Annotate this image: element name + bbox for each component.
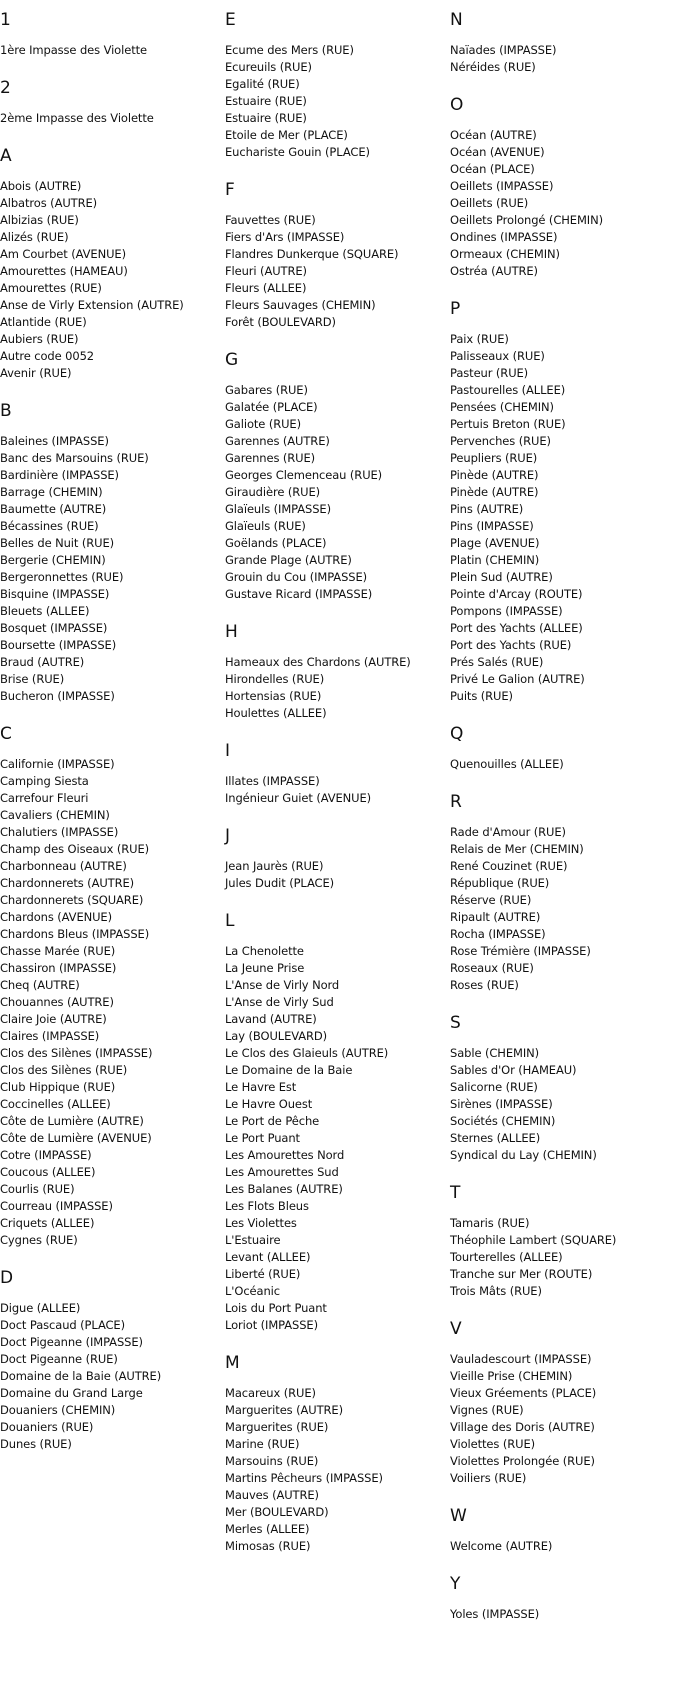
street-link[interactable]: Salicorne (RUE) [450,1080,538,1094]
street-link[interactable]: Claires (IMPASSE) [0,1029,100,1043]
street-link[interactable]: Hirondelles (RUE) [225,672,325,686]
street-link[interactable]: Le Havre Ouest [225,1097,313,1111]
street-link[interactable]: Coucous (ALLEE) [0,1165,96,1179]
street-link[interactable]: Théophile Lambert (SQUARE) [450,1233,617,1247]
street-link[interactable]: Fleurs Sauvages (CHEMIN) [225,298,376,312]
letter-section [225,826,440,892]
street-link[interactable]: République (RUE) [450,876,550,890]
street-link[interactable]: Pinède (AUTRE) [450,485,539,499]
street-link[interactable]: Lay (BOULEVARD) [225,1029,328,1043]
letter-heading: 2 [0,78,11,98]
letter-section [450,10,665,76]
street-index-column-1 [0,10,215,1453]
street-link[interactable]: Sable (CHEMIN) [450,1046,540,1060]
letter-section [450,1183,665,1300]
street-link[interactable]: Flandres Dunkerque (SQUARE) [225,247,399,261]
street-link[interactable]: Courreau (IMPASSE) [0,1199,113,1213]
street-link[interactable]: Pointe d'Arcay (ROUTE) [450,587,583,601]
letter-heading: L [225,911,235,931]
street-link[interactable]: Braud (AUTRE) [0,655,85,669]
street-link[interactable]: Ecume des Mers (RUE) [225,43,354,57]
street-link[interactable]: Douaniers (CHEMIN) [0,1403,116,1417]
street-link[interactable]: Les Balanes (AUTRE) [225,1182,343,1196]
letter-section [450,1506,665,1555]
street-link[interactable]: Bisquine (IMPASSE) [0,587,110,601]
street-link[interactable]: Océan (AVENUE) [450,145,545,159]
street-link[interactable]: 1ère Impasse des Violette [0,43,147,57]
street-link[interactable]: Chardons Bleus (IMPASSE) [0,927,150,941]
street-link[interactable]: Naïades (IMPASSE) [450,43,557,57]
street-link[interactable]: Côte de Lumière (AVENUE) [0,1131,152,1145]
street-link[interactable]: Glaïeuls (IMPASSE) [225,502,331,516]
street-link[interactable]: Giraudière (RUE) [225,485,320,499]
street-link[interactable]: Palisseaux (RUE) [450,349,545,363]
street-link[interactable]: Plein Sud (AUTRE) [450,570,553,584]
street-link[interactable]: Pins (AUTRE) [450,502,524,516]
street-link[interactable]: Brise (RUE) [0,672,65,686]
street-link[interactable]: Paix (RUE) [450,332,509,346]
letter-section [450,792,665,994]
street-link[interactable]: Cygnes (RUE) [0,1233,78,1247]
street-link[interactable]: Cheq (AUTRE) [0,978,80,992]
letter-heading: M [225,1353,240,1373]
street-link[interactable]: Belles de Nuit (RUE) [0,536,115,550]
street-link[interactable]: Marine (RUE) [225,1437,300,1451]
street-link[interactable]: Goëlands (PLACE) [225,536,327,550]
letter-heading: N [450,10,463,30]
street-link[interactable]: Am Courbet (AVENUE) [0,247,126,261]
street-link[interactable]: Les Violettes [225,1216,297,1230]
street-link[interactable]: Le Havre Est [225,1080,297,1094]
street-link[interactable]: Rose Trémière (IMPASSE) [450,944,591,958]
street-link[interactable]: Egalité (RUE) [225,77,300,91]
street-link[interactable]: Marguerites (AUTRE) [225,1403,343,1417]
street-link[interactable]: Côte de Lumière (AUTRE) [0,1114,144,1128]
street-link[interactable]: Autre code 0052 [0,349,95,363]
street-link[interactable]: Prés Salés (RUE) [450,655,544,669]
street-link[interactable]: Mimosas (RUE) [225,1539,311,1553]
street-link[interactable]: Marguerites (RUE) [225,1420,329,1434]
letter-section [225,10,440,161]
street-link[interactable]: Tamaris (RUE) [450,1216,530,1230]
street-link[interactable]: Doct Pigeanne (IMPASSE) [0,1335,143,1349]
street-link[interactable]: Baumette (AUTRE) [0,502,107,516]
street-link[interactable]: Fiers d'Ars (IMPASSE) [225,230,345,244]
street-link[interactable]: Sirènes (IMPASSE) [450,1097,553,1111]
street-link[interactable]: L'Anse de Virly Sud [225,995,334,1009]
letter-section [0,1268,215,1453]
street-link[interactable]: Chardons (AVENUE) [0,910,112,924]
street-link[interactable]: Illates (IMPASSE) [225,774,320,788]
street-link[interactable]: Lois du Port Puant [225,1301,327,1315]
letter-section [0,146,215,382]
street-link[interactable]: L'Anse de Virly Nord [225,978,340,992]
street-link[interactable]: Rade d'Amour (RUE) [450,825,566,839]
street-link[interactable]: 2ème Impasse des Violette [0,111,154,125]
street-link[interactable]: Puits (RUE) [450,689,513,703]
letter-section [0,10,215,59]
street-link[interactable]: L'Océanic [225,1284,280,1298]
street-link[interactable]: Clos des Silènes (RUE) [0,1063,128,1077]
letter-heading: T [450,1183,461,1203]
street-link[interactable]: Pertuis Breton (RUE) [450,417,566,431]
street-link[interactable]: Estuaire (RUE) [225,111,307,125]
street-link[interactable]: Oeillets Prolongé (CHEMIN) [450,213,603,227]
street-link[interactable]: Claire Joie (AUTRE) [0,1012,107,1026]
street-link[interactable]: Californie (IMPASSE) [0,757,115,771]
street-link[interactable]: Pasteur (RUE) [450,366,529,380]
letter-section [450,1013,665,1164]
street-link[interactable]: Champ des Oiseaux (RUE) [0,842,150,856]
street-link[interactable]: Ripault (AUTRE) [450,910,541,924]
street-link[interactable]: Houlettes (ALLEE) [225,706,327,720]
street-link[interactable]: Cotre (IMPASSE) [0,1148,92,1162]
street-link[interactable]: Galiote (RUE) [225,417,301,431]
street-link[interactable]: Village des Doris (AUTRE) [450,1420,595,1434]
street-link[interactable]: Bergerie (CHEMIN) [0,553,106,567]
street-link[interactable]: Lavand (AUTRE) [225,1012,317,1026]
street-link[interactable]: Ecureuils (RUE) [225,60,312,74]
street-link[interactable]: Domaine du Grand Large [0,1386,143,1400]
street-link[interactable]: Garennes (RUE) [225,451,316,465]
letter-heading: F [225,180,235,200]
street-link[interactable]: Carrefour Fleuri [0,791,89,805]
street-link[interactable]: Cavaliers (CHEMIN) [0,808,110,822]
street-link[interactable]: Estuaire (RUE) [225,94,307,108]
street-link[interactable]: Marsouins (RUE) [225,1454,319,1468]
street-link[interactable]: Gabares (RUE) [225,383,308,397]
street-link[interactable]: Criquets (ALLEE) [0,1216,95,1230]
letter-section [225,911,440,1334]
street-link[interactable]: Albizias (RUE) [0,213,79,227]
street-link[interactable]: Violettes Prolongée (RUE) [450,1454,595,1468]
letter-section [225,180,440,331]
street-link[interactable]: Pinède (AUTRE) [450,468,539,482]
street-link[interactable]: Pins (IMPASSE) [450,519,534,533]
letter-heading: O [450,95,464,115]
street-link[interactable]: Abois (AUTRE) [0,179,82,193]
street-link[interactable]: Albatros (AUTRE) [0,196,98,210]
letter-heading: 1 [0,10,11,30]
street-link[interactable]: Levant (ALLEE) [225,1250,311,1264]
street-link[interactable]: Fleurs (ALLEE) [225,281,307,295]
letter-heading: J [225,826,231,846]
street-link[interactable]: Chardonnerets (AUTRE) [0,876,135,890]
street-link[interactable]: Georges Clemenceau (RUE) [225,468,383,482]
letter-section [0,78,215,127]
street-link[interactable]: Chassiron (IMPASSE) [0,961,117,975]
street-link[interactable]: Jean Jaurès (RUE) [225,859,324,873]
street-link[interactable]: Bardinière (IMPASSE) [0,468,119,482]
street-link[interactable]: Plage (AVENUE) [450,536,540,550]
street-link[interactable]: Rocha (IMPASSE) [450,927,546,941]
letter-heading: S [450,1013,461,1033]
street-link[interactable]: Tranche sur Mer (ROUTE) [450,1267,593,1281]
letter-heading: R [450,792,462,812]
letter-section [225,741,440,807]
street-link[interactable]: Club Hippique (RUE) [0,1080,116,1094]
street-link[interactable]: Chardonnerets (SQUARE) [0,893,144,907]
street-link[interactable]: Glaïeuls (RUE) [225,519,306,533]
street-link[interactable]: Vauladescourt (IMPASSE) [450,1352,592,1366]
street-link[interactable]: Dunes (RUE) [0,1437,72,1451]
street-link[interactable]: Mer (BOULEVARD) [225,1505,329,1519]
letter-heading: C [0,724,12,744]
letter-section [450,1574,665,1623]
street-link[interactable]: Galatée (PLACE) [225,400,318,414]
street-link[interactable]: Garennes (AUTRE) [225,434,330,448]
street-link[interactable]: Chouannes (AUTRE) [0,995,114,1009]
street-link[interactable]: Clos des Silènes (IMPASSE) [0,1046,153,1060]
street-link[interactable]: Port des Yachts (RUE) [450,638,572,652]
street-link[interactable]: Quenouilles (ALLEE) [450,757,564,771]
street-link[interactable]: Avenir (RUE) [0,366,72,380]
street-link[interactable]: La Jeune Prise [225,961,305,975]
street-link[interactable]: Grande Plage (AUTRE) [225,553,352,567]
street-link[interactable]: Violettes (RUE) [450,1437,536,1451]
letter-heading: P [450,299,461,319]
street-link[interactable]: Vieux Gréements (PLACE) [450,1386,597,1400]
street-link[interactable]: Privé Le Galion (AUTRE) [450,672,585,686]
letter-heading: G [225,350,239,370]
street-link[interactable]: Mauves (AUTRE) [225,1488,319,1502]
letter-heading: D [0,1268,14,1288]
street-link[interactable]: René Couzinet (RUE) [450,859,568,873]
street-link[interactable]: Welcome (AUTRE) [450,1539,553,1553]
street-link[interactable]: Les Flots Bleus [225,1199,309,1213]
street-link[interactable]: Pervenches (RUE) [450,434,551,448]
street-link[interactable]: Gustave Ricard (IMPASSE) [225,587,373,601]
street-link[interactable]: Voiliers (RUE) [450,1471,527,1485]
street-link[interactable]: Amourettes (HAMEAU) [0,264,128,278]
street-link[interactable]: Chasse Marée (RUE) [0,944,116,958]
street-link[interactable]: Douaniers (RUE) [0,1420,94,1434]
street-link[interactable]: Port des Yachts (ALLEE) [450,621,583,635]
street-link[interactable]: Les Amourettes Nord [225,1148,345,1162]
street-link[interactable]: Sables d'Or (HAMEAU) [450,1063,577,1077]
street-link[interactable]: Les Amourettes Sud [225,1165,339,1179]
letter-section [450,95,665,280]
street-link[interactable]: Vieille Prise (CHEMIN) [450,1369,573,1383]
street-link[interactable]: Alizés (RUE) [0,230,69,244]
street-link[interactable]: Boursette (IMPASSE) [0,638,117,652]
street-link[interactable]: Le Clos des Glaieuls (AUTRE) [225,1046,389,1060]
street-link[interactable]: Eucharistе Gouin (PLACE) [225,145,370,159]
street-link[interactable]: Ingénieur Guiet (AVENUE) [225,791,372,805]
street-link[interactable]: Ormeaux (CHEMIN) [450,247,560,261]
street-link[interactable]: Forêt (BOULEVARD) [225,315,336,329]
letter-heading: Q [450,724,464,744]
street-link[interactable]: Le Port Puant [225,1131,300,1145]
street-link[interactable]: Sternes (ALLEE) [450,1131,541,1145]
street-link[interactable]: Pompons (IMPASSE) [450,604,563,618]
letter-section [0,401,215,705]
letter-heading: B [0,401,12,421]
street-link[interactable]: Digue (ALLEE) [0,1301,81,1315]
street-link[interactable]: Aubiers (RUE) [0,332,79,346]
street-link[interactable]: Syndical du Lay (CHEMIN) [450,1148,597,1162]
street-link[interactable]: Peupliers (RUE) [450,451,538,465]
letter-heading: I [225,741,231,761]
street-link[interactable]: Oeillets (RUE) [450,196,529,210]
letter-section [225,622,440,722]
street-index-column-3 [450,10,665,1623]
street-link[interactable]: Coccinelles (ALLEE) [0,1097,111,1111]
street-link[interactable]: Merles (ALLEE) [225,1522,310,1536]
letter-section [0,724,215,1249]
street-link[interactable]: Ondines (IMPASSE) [450,230,558,244]
letter-section [450,724,665,773]
street-link[interactable]: Banc des Marsouins (RUE) [0,451,149,465]
street-link[interactable]: Fleuri (AUTRE) [225,264,307,278]
street-link[interactable]: Oeillets (IMPASSE) [450,179,554,193]
letter-heading: W [450,1506,467,1526]
street-link[interactable]: Ostréa (AUTRE) [450,264,538,278]
street-link[interactable]: Platin (CHEMIN) [450,553,540,567]
street-link[interactable]: Grouin du Cou (IMPASSE) [225,570,368,584]
street-link[interactable]: Relais de Mer (CHEMIN) [450,842,584,856]
street-link[interactable]: Chalutiers (IMPASSE) [0,825,119,839]
letter-heading: Y [450,1574,461,1594]
letter-heading: H [225,622,238,642]
street-link[interactable]: Pastourelles (ALLEE) [450,383,566,397]
street-link[interactable]: Pensées (CHEMIN) [450,400,554,414]
street-link[interactable]: Bergeronnettes (RUE) [0,570,124,584]
letter-heading: E [225,10,236,30]
street-link[interactable]: Le Domaine de la Baie [225,1063,353,1077]
street-link[interactable]: Tourterelles (ALLEE) [450,1250,563,1264]
street-link[interactable]: Trois Mâts (RUE) [450,1284,542,1298]
letter-section [225,350,440,603]
street-link[interactable]: Macareux (RUE) [225,1386,316,1400]
street-link[interactable]: Anse de Virly Extension (AUTRE) [0,298,184,312]
street-link[interactable]: Jules Dudit (PLACE) [225,876,335,890]
street-link[interactable]: Bosquet (IMPASSE) [0,621,108,635]
street-link[interactable]: Doct Pigeanne (RUE) [0,1352,118,1366]
street-link[interactable]: Courlis (RUE) [0,1182,75,1196]
street-link[interactable]: La Chenolette [225,944,304,958]
street-link[interactable]: Charbonneau (AUTRE) [0,859,127,873]
street-link[interactable]: Roseaux (RUE) [450,961,534,975]
street-link[interactable]: Sociétés (CHEMIN) [450,1114,556,1128]
letter-heading: V [450,1319,462,1339]
street-link[interactable]: Amourettes (RUE) [0,281,102,295]
street-link[interactable]: Bucheron (IMPASSE) [0,689,115,703]
street-link[interactable]: Hortensias (RUE) [225,689,322,703]
street-link[interactable]: Bécassines (RUE) [0,519,99,533]
letter-section [450,299,665,705]
street-link[interactable]: Martins Pêcheurs (IMPASSE) [225,1471,383,1485]
letter-section [450,1319,665,1487]
street-link[interactable]: Barrage (CHEMIN) [0,485,103,499]
street-link[interactable]: Baleines (IMPASSE) [0,434,109,448]
street-link[interactable]: Yoles (IMPASSE) [450,1607,540,1621]
street-link[interactable]: Néréides (RUE) [450,60,536,74]
street-link[interactable]: Le Port de Pêche [225,1114,320,1128]
street-link[interactable]: Vignes (RUE) [450,1403,524,1417]
street-link[interactable]: Etoile de Mer (PLACE) [225,128,348,142]
street-link[interactable]: Atlantide (RUE) [0,315,87,329]
street-link[interactable]: Bleuets (ALLEE) [0,604,90,618]
letter-section [225,1353,440,1555]
street-link[interactable]: Roses (RUE) [450,978,519,992]
street-link[interactable]: Hameaux des Chardons (AUTRE) [225,655,411,669]
street-link[interactable]: Réserve (RUE) [450,893,532,907]
street-link[interactable]: Doct Pascaud (PLACE) [0,1318,125,1332]
street-index-column-2 [225,10,440,1555]
street-link[interactable]: Liberté (RUE) [225,1267,301,1281]
street-link[interactable]: Loriot (IMPASSE) [225,1318,318,1332]
street-link[interactable]: Fauvettes (RUE) [225,213,316,227]
street-link[interactable]: L'Estuaire [225,1233,281,1247]
street-link[interactable]: Océan (AUTRE) [450,128,537,142]
street-link[interactable]: Océan (PLACE) [450,162,535,176]
letter-heading: A [0,146,12,166]
street-link[interactable]: Camping Siesta [0,774,89,788]
street-link[interactable]: Domaine de la Baie (AUTRE) [0,1369,162,1383]
